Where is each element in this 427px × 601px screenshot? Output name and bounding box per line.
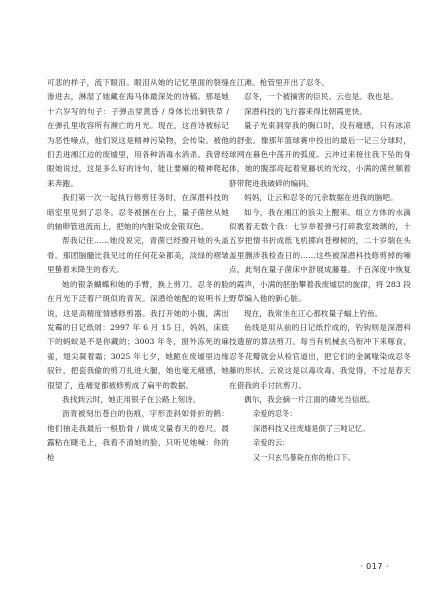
paragraph: 鱼线是用从前的日记纸拧成的，钓钩则是深潜科技遗留的算法剪刀。每当有机械玄乌衔冲下来啄食，忍冬花瓣就会从检官道出，把它们的金属喙染成忍冬藤的形状。云说这是以毒攻毒，我觉得，不过是春天在借我的手讨抗剪刀。 <box>229 322 411 390</box>
paragraph: 量子光束洞穿我的胸口时，没有痛感，只有冰凉的舒张。像那年篮球赛中投出的最后一记三分球时，球网在暮色中荡开的弧度。云冲过来接住我下坠的身体，她的腹部亮起着宽藤状的光纹，小满的菌丝顺着脐带爬进我破碎的编码。 <box>229 121 411 188</box>
paragraph: 现在，我常坐在江心那枚量子蝠上钓鱼。 <box>244 308 383 318</box>
paragraph: 我们第一次一起执行修剪任务时，在深潜科技的暗室里见到了忍冬。忍冬被捆在台上，量子菌丝从她的轴卵管进流而上，把她的内脏染成金银双色。 <box>47 193 229 232</box>
paragraph: 可悲的样子，流下眼泪。眼泪从她的记忆里面的裂缝渗进去，淋湿了她藏在海马体最深处的诗稿。那是她十六岁写的句子：子弹击穿黄昏 / 身体长出铜铁草 / 在弹孔里收容所有濒亡的月光。现在，这首诗被标记为恶性噪点，他们说这是精神污染物，会传染。被他们丢进湘江边的废墟里，用各种消毒水消杀。我曾经眼她说过，这是多么好的诗句，能让要瘫的精神爬起来奔跑。 <box>47 78 229 188</box>
right-text-column <box>229 76 411 465</box>
letter-line: 又一只玄鸟暴毙在你的枪口下。 <box>253 452 356 462</box>
paragraph: 她的银条蝴蝶和她的手臂，换上剪刀。忍冬的脸在月光下泛着尸斑似的青灰。深潜给她配的说明书上说，这是高精度情感修剪器。我打开她的小腹，满出发霉的日记纸屑：2997 年 6 月 15 日，妈妈，床底下的蚂蚁是不是你藏的；3003 年冬，窗外冻死的麻雀，翅尖凝着霜；3025 年七夕，她跪在废墟里边缘驭针，把瓷我偷的剪刀扎进大腿，她也毫无痛感，她很望了，连痛觉都被修剪成了扁平的数据。 <box>47 279 229 390</box>
paragraph: 忍冬，一个被摘害的臣民。云也是。我也是。 <box>244 92 398 102</box>
left-text-column <box>47 76 229 465</box>
paragraph: 在江滩。枪管里开出了忍冬。 <box>229 78 330 87</box>
paragraph: 沥青被刻出苍白的伤痕，字形歪斜如骨折的鹤：他们抽走我最后一根肋骨 / 做成文量春天的卷尺。晨露粘在睫毛上，我看不清她的脸，只听见她喊：你的枪 <box>47 409 229 462</box>
paragraph: 我找到云时，她正用银子在公路上刻诗。 <box>62 394 201 404</box>
page-number: · 017 · <box>360 562 389 571</box>
paragraph: 如今，我在湘江的浪尖上醒来。组立方体的水滴似裹着无数个我：七岁举着弹弓打碎教室玻璃的，十五岁把情书折成纸飞机掷向苍穆树的，二十岁瑞在头盖里删涉我检查日的……这些被深潜科技修剪掉的噪点，此刻在量子菌床中舒展成藤蔓。千百深度中恢复的霞声，小满的胚胎攀着我废墟层的旋律，将 283 段野草编入他的新心脏。 <box>229 207 411 304</box>
paragraph: 偶尔，我会摘一片江面的磷光当信纸。 <box>244 394 375 404</box>
paragraph: 帮我记住……她没说完，青菌已经撩开她的头盖骨。那团脑髓比我见过的任何花朵都美，淡绿的褶皱里蛰着未降生的春天。 <box>47 236 229 275</box>
letter-salutation: 亲爱的云： <box>253 438 290 448</box>
paragraph: 妈妈，让云和忍冬的冗余数据在进我的脑吧。 <box>244 193 398 203</box>
paragraph: 深潜科技的飞行器来得比朝霞更快。 <box>244 106 368 116</box>
letter-salutation: 亲爱的忍冬： <box>253 409 297 419</box>
letter-line: 深潜科技又往废墟是倒了三吨记忆。 <box>253 423 370 433</box>
